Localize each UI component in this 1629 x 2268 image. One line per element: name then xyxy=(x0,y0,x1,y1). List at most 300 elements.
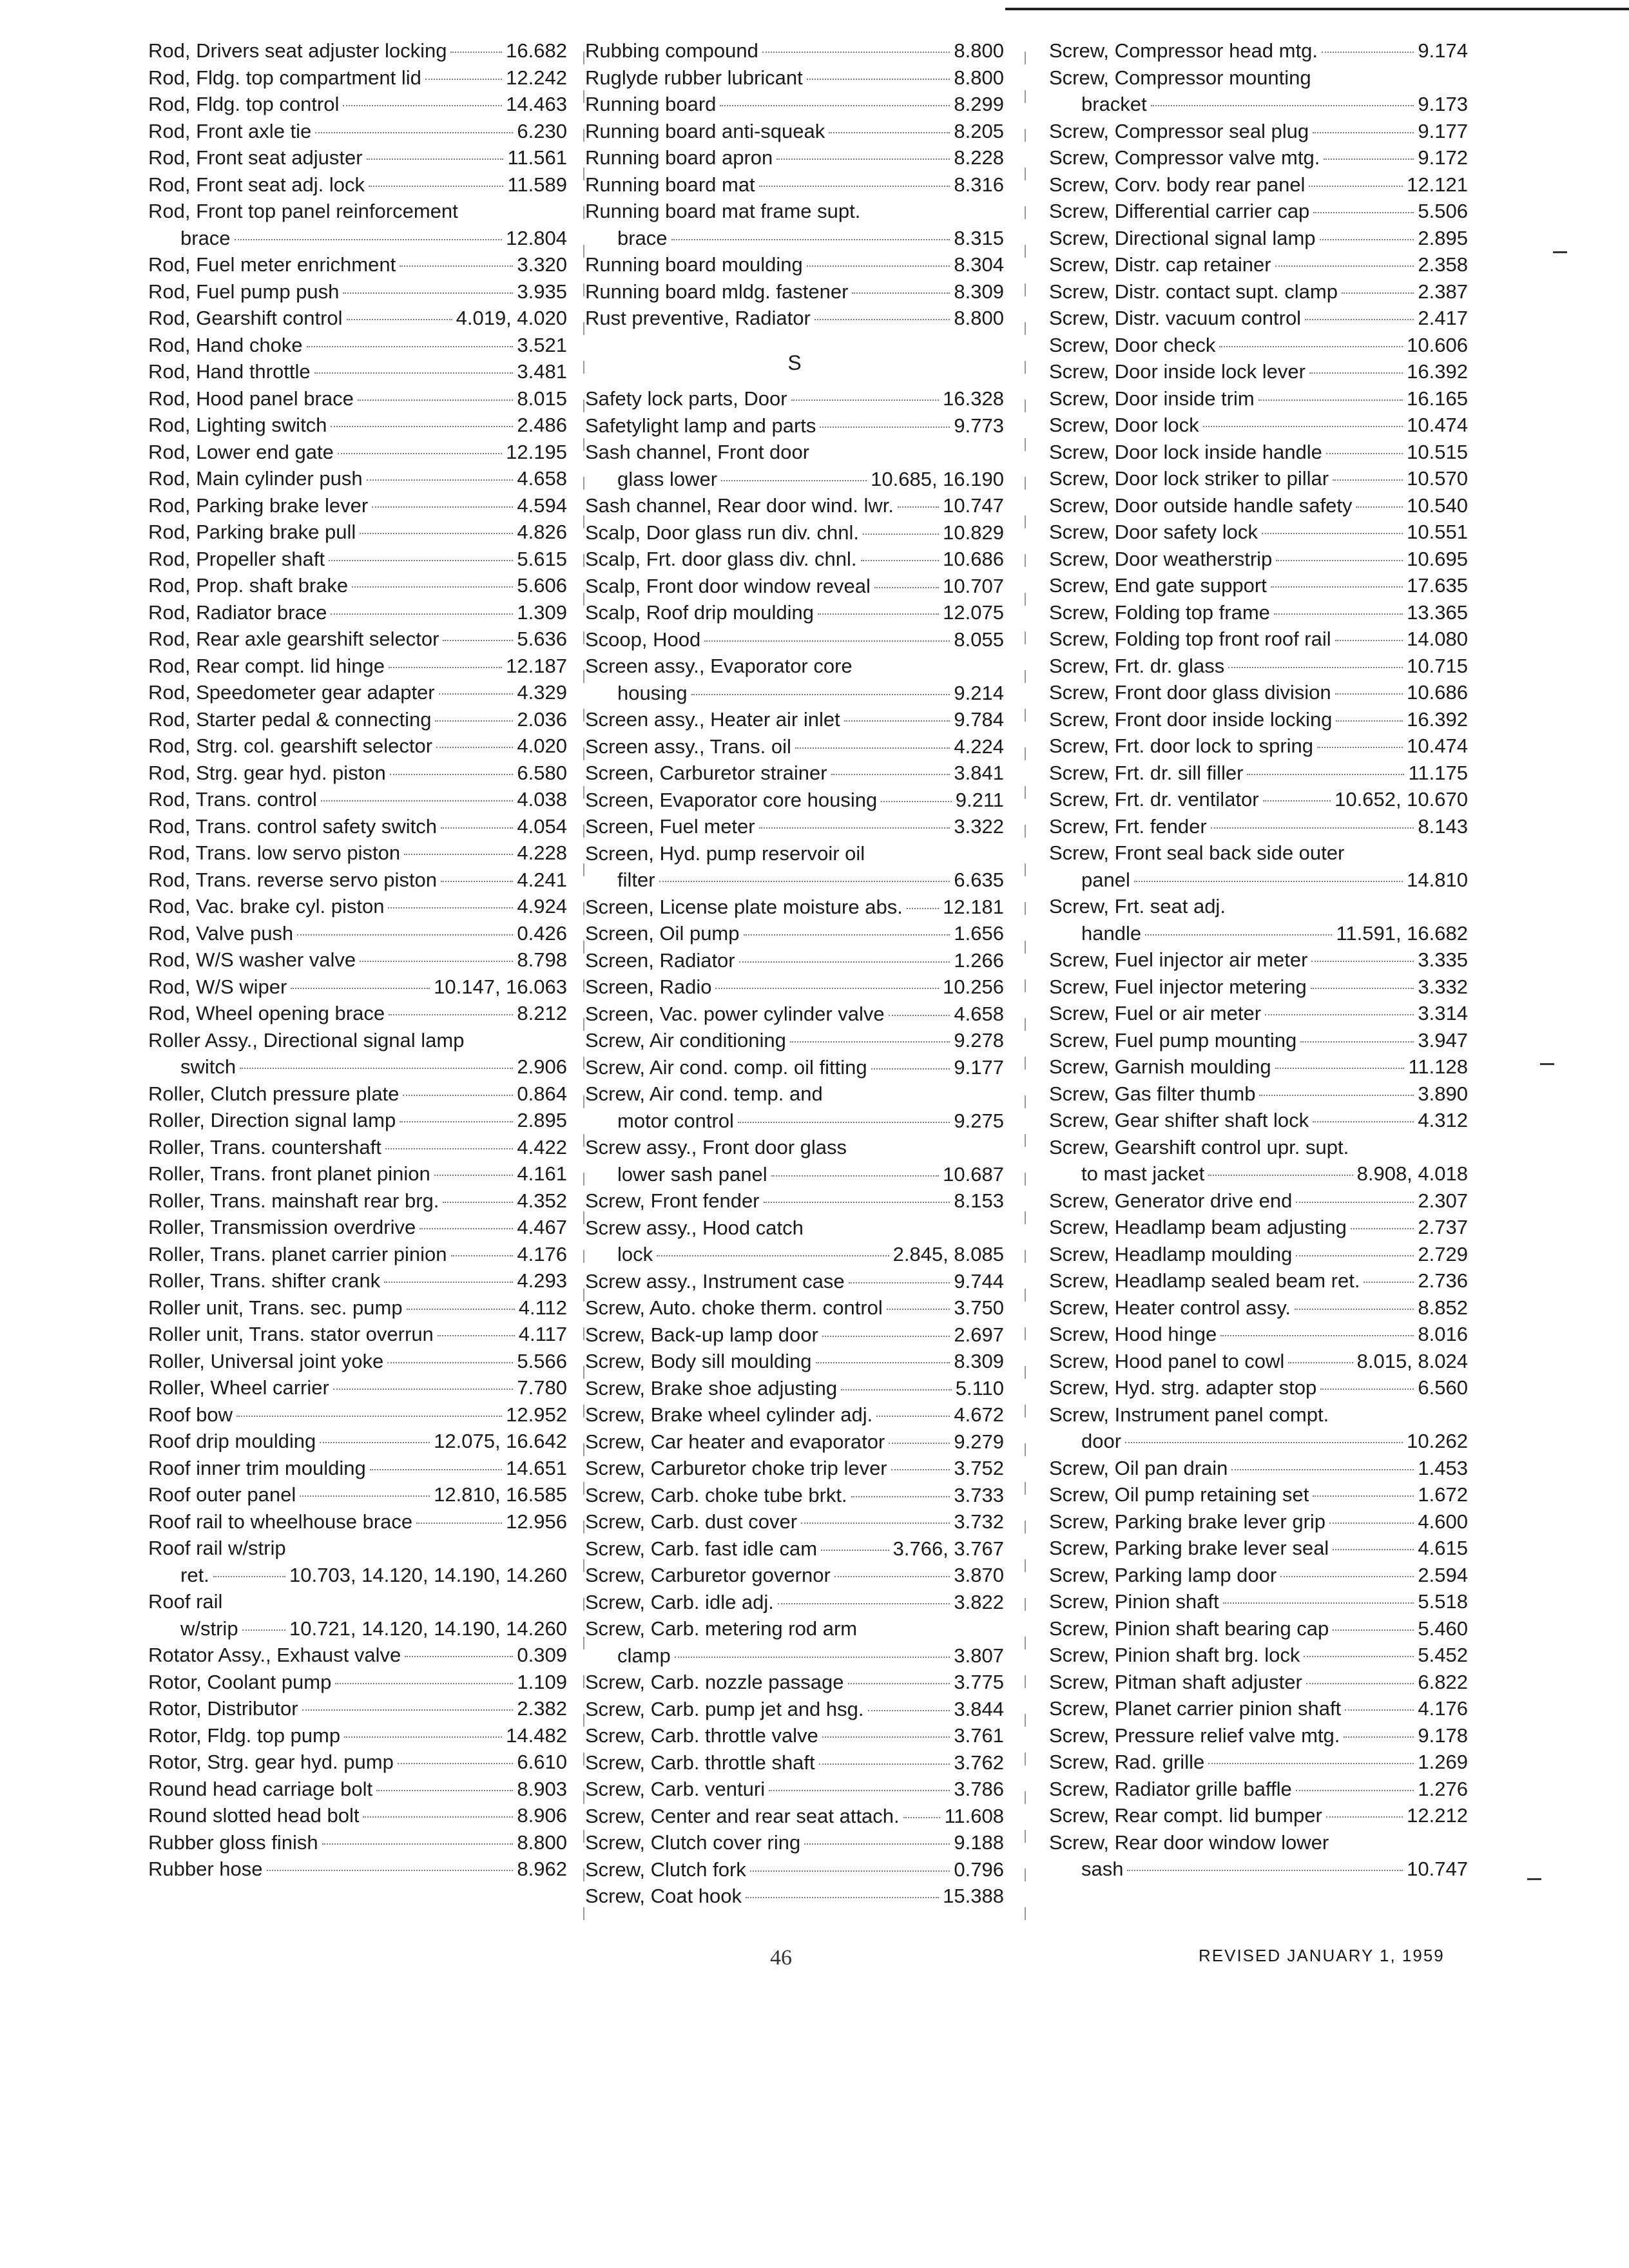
entry-name: Rod, Valve push xyxy=(148,921,294,945)
index-entry xyxy=(148,867,567,894)
entry-reference-number: 9.188 xyxy=(954,1831,1004,1854)
index-entry xyxy=(148,1455,567,1482)
dot-leader xyxy=(352,586,513,588)
entry-reference-number: 3.935 xyxy=(517,280,567,303)
index-entry xyxy=(148,1321,567,1348)
entry-reference-number: 12.195 xyxy=(506,440,567,463)
index-entry xyxy=(148,412,567,439)
dot-leader xyxy=(1258,399,1403,401)
dot-leader xyxy=(863,533,939,535)
dot-leader xyxy=(818,613,939,615)
entry-name: Running board apron xyxy=(585,146,773,169)
dot-leader xyxy=(331,613,513,615)
entry-name: Roller Assy., Directional signal lamp xyxy=(148,1028,465,1052)
index-entry xyxy=(148,1776,567,1803)
dot-leader xyxy=(403,1095,513,1096)
entry-reference-number: 3.332 xyxy=(1418,975,1468,998)
dot-leader xyxy=(343,105,502,106)
dot-leader xyxy=(903,1817,941,1818)
index-entry xyxy=(1049,1107,1468,1134)
index-entry xyxy=(148,947,567,974)
entry-continuation xyxy=(148,1562,567,1589)
entry-reference-number: 2.036 xyxy=(517,707,567,731)
dot-leader xyxy=(746,1897,939,1898)
entry-reference-number: 10.474 xyxy=(1407,414,1468,436)
entry-name: Screw, Frt. door lock to spring xyxy=(1049,735,1314,757)
entry-name: Screw, Compressor head mtg. xyxy=(1049,39,1318,62)
index-entry xyxy=(148,840,567,867)
entry-reference-number: 13.365 xyxy=(1407,601,1468,624)
dot-leader xyxy=(1275,265,1414,267)
entry-reference-number: 8.852 xyxy=(1418,1296,1468,1319)
dot-leader xyxy=(1288,1362,1353,1363)
entry-name: Screw, Carb. dust cover xyxy=(585,1510,798,1533)
dot-leader xyxy=(404,854,513,855)
entry-reference-number: 4.176 xyxy=(517,1242,567,1265)
entry-reference-number: 4.600 xyxy=(1418,1510,1468,1533)
index-entry xyxy=(1049,653,1468,680)
dot-leader xyxy=(1326,453,1403,454)
index-entry xyxy=(148,1027,567,1081)
dot-leader xyxy=(1336,720,1403,722)
entry-reference-number: 10.686 xyxy=(1407,681,1468,704)
entry-reference-number: 10.147, 16.063 xyxy=(434,975,567,998)
index-entry xyxy=(585,1696,1004,1723)
entry-name: Screw, Carb. throttle valve xyxy=(585,1724,818,1747)
entry-name: Roof rail to wheelhouse brace xyxy=(148,1510,413,1533)
index-column-2 xyxy=(585,37,1004,1910)
entry-reference-number: 8.015 xyxy=(517,387,567,410)
entry-name: Rod, Front top panel reinforcement xyxy=(148,200,458,222)
index-entry xyxy=(585,626,1004,653)
entry-reference-number: 10.686 xyxy=(943,548,1004,570)
entry-name: Rust preventive, Radiator xyxy=(585,307,811,329)
dot-leader xyxy=(1265,1014,1414,1015)
entry-continuation xyxy=(1049,1856,1468,1883)
entry-reference-number: 12.187 xyxy=(506,654,567,677)
entry-continuation xyxy=(585,1241,1004,1268)
entry-reference-number: 12.121 xyxy=(1407,173,1468,196)
index-entry xyxy=(148,1588,567,1642)
entry-name: Screw, Fuel pump mounting xyxy=(1049,1028,1297,1052)
entry-name: Roller, Trans. planet carrier pinion xyxy=(148,1242,447,1265)
dot-leader xyxy=(1320,1389,1414,1390)
dot-leader xyxy=(419,1228,513,1229)
entry-name: Roller unit, Trans. stator overrun xyxy=(148,1323,434,1345)
entry-continuation xyxy=(148,225,567,252)
dot-leader xyxy=(871,1068,950,1070)
index-entry xyxy=(585,1589,1004,1616)
index-entry xyxy=(1049,760,1468,787)
dot-leader xyxy=(691,694,950,695)
entry-name: Screen, Evaporator core housing xyxy=(585,788,878,811)
dot-leader xyxy=(759,186,950,187)
index-entry xyxy=(1049,251,1468,278)
entry-reference-number: 10.703, 14.120, 14.190, 14.260 xyxy=(289,1563,567,1586)
dot-leader xyxy=(367,479,514,481)
entry-reference-number: 14.810 xyxy=(1407,868,1468,891)
dot-leader xyxy=(822,1336,950,1337)
entry-name: Screw, Compressor mounting xyxy=(1049,66,1311,89)
index-entry xyxy=(1049,412,1468,439)
dot-leader xyxy=(321,800,514,802)
entry-name: Screw, Corv. body rear panel xyxy=(1049,173,1306,196)
index-entry xyxy=(585,1776,1004,1803)
index-entry xyxy=(148,1695,567,1722)
entry-reference-number: 4.241 xyxy=(517,868,567,891)
dot-leader xyxy=(1326,1816,1403,1818)
index-entry xyxy=(148,198,567,251)
entry-name: Screw, Pinion shaft xyxy=(1049,1590,1219,1613)
margin-tick xyxy=(1553,251,1567,253)
entry-name-continued: brace xyxy=(617,226,668,249)
entry-name: Screw, Door safety lock xyxy=(1049,521,1258,543)
index-entry xyxy=(585,64,1004,91)
index-entry xyxy=(1049,492,1468,519)
dot-leader xyxy=(320,1442,430,1443)
dot-leader xyxy=(739,961,950,963)
entry-name: Screw, Frt. seat adj. xyxy=(1049,895,1226,918)
entry-name: Screw, Frt. fender xyxy=(1049,814,1207,838)
entry-continuation xyxy=(585,680,1004,707)
index-entry xyxy=(148,1428,567,1455)
entry-name: Rod, Parking brake pull xyxy=(148,521,356,543)
entry-reference-number: 9.177 xyxy=(954,1055,1004,1079)
top-rule xyxy=(1005,8,1629,10)
entry-name: Screw, Headlamp beam adjusting xyxy=(1049,1216,1347,1238)
index-entry xyxy=(148,305,567,332)
entry-continuation xyxy=(585,466,1004,493)
dot-leader xyxy=(1320,239,1414,240)
entry-name: Screw, Headlamp sealed beam ret. xyxy=(1049,1269,1360,1292)
entry-reference-number: 4.329 xyxy=(517,681,567,704)
entry-reference-number: 15.388 xyxy=(943,1885,1004,1907)
entry-name: Safety lock parts, Door xyxy=(585,387,787,410)
entry-reference-number: 10.747 xyxy=(943,494,1004,517)
index-entry xyxy=(585,1187,1004,1215)
index-entry xyxy=(585,1294,1004,1321)
entry-reference-number: 8.800 xyxy=(517,1831,567,1854)
dot-leader xyxy=(1134,881,1403,882)
dot-leader xyxy=(819,1763,950,1765)
index-entry xyxy=(148,1374,567,1401)
dot-leader xyxy=(329,560,513,561)
dot-leader xyxy=(1145,934,1332,936)
dot-leader xyxy=(907,908,939,909)
entry-reference-number: 4.228 xyxy=(517,841,567,864)
entry-name: Screen assy., Evaporator core xyxy=(585,655,853,677)
index-entry xyxy=(585,412,1004,439)
dot-leader xyxy=(388,907,513,908)
entry-name: Screw, Body sill moulding xyxy=(585,1350,812,1372)
entry-name: Rotor, Strg. gear hyd. pump xyxy=(148,1751,394,1773)
entry-name: Rod, Strg. col. gearshift selector xyxy=(148,735,433,757)
index-entry xyxy=(148,679,567,706)
entry-reference-number: 10.721, 14.120, 14.190, 14.260 xyxy=(289,1617,567,1640)
entry-reference-number: 4.224 xyxy=(954,735,1004,758)
entry-name: Screen, Oil pump xyxy=(585,922,740,945)
entry-name: Rod, Trans. low servo piston xyxy=(148,841,401,864)
dot-leader xyxy=(1296,1255,1414,1256)
entry-name-continued: ret. xyxy=(180,1563,209,1586)
entry-reference-number: 10.685, 16.190 xyxy=(871,467,1004,490)
entry-reference-number: 0.796 xyxy=(954,1858,1004,1881)
entry-name: Screw, Front door inside locking xyxy=(1049,707,1333,731)
dot-leader xyxy=(776,159,950,160)
entry-reference-number: 2.387 xyxy=(1418,280,1468,303)
entry-reference-number: 11.589 xyxy=(507,173,567,196)
dot-leader xyxy=(385,1148,514,1149)
entry-name: Rod, Prop. shaft brake xyxy=(148,574,349,597)
entry-name: Screen assy., Heater air inlet xyxy=(585,708,840,731)
dot-leader xyxy=(675,1657,950,1658)
dot-leader xyxy=(343,293,513,294)
entry-reference-number: 16.165 xyxy=(1407,387,1468,410)
entry-reference-number: 5.506 xyxy=(1418,200,1468,222)
index-entry xyxy=(1049,572,1468,599)
entry-reference-number: 4.594 xyxy=(517,494,567,517)
entry-reference-number: 7.780 xyxy=(517,1376,567,1399)
entry-reference-number: 4.161 xyxy=(517,1162,567,1185)
entry-reference-number: 6.230 xyxy=(517,119,567,142)
entry-reference-number: 16.392 xyxy=(1407,360,1468,383)
entry-name: Rod, Parking brake lever xyxy=(148,494,369,517)
entry-reference-number: 10.707 xyxy=(943,574,1004,597)
entry-reference-number: 3.481 xyxy=(517,360,567,383)
index-column-1 xyxy=(148,37,567,1883)
entry-continuation xyxy=(585,867,1004,894)
column-divider-1 xyxy=(583,52,584,1920)
dot-leader xyxy=(363,1816,513,1818)
index-entry xyxy=(148,1160,567,1187)
entry-reference-number: 5.110 xyxy=(955,1376,1004,1399)
index-entry xyxy=(585,198,1004,251)
entry-reference-number: 3.844 xyxy=(954,1697,1004,1720)
dot-leader xyxy=(852,293,950,294)
entry-name: Rotor, Fldg. top pump xyxy=(148,1724,341,1747)
dot-leader xyxy=(372,506,513,508)
entry-reference-number: 10.715 xyxy=(1407,654,1468,677)
index-entry xyxy=(585,760,1004,787)
entry-reference-number: 6.580 xyxy=(517,761,567,784)
entry-name: Screw assy., Hood catch xyxy=(585,1216,804,1239)
entry-name: Rod, Front seat adj. lock xyxy=(148,173,365,196)
entry-reference-number: 2.697 xyxy=(954,1323,1004,1346)
entry-reference-number: 2.486 xyxy=(517,414,567,436)
entry-name: Screw, Carburetor governor xyxy=(585,1564,831,1586)
dot-leader xyxy=(807,79,950,80)
dot-leader xyxy=(851,1496,950,1497)
entry-reference-number: 10.474 xyxy=(1407,735,1468,757)
entry-name-continued: lower sash panel xyxy=(617,1162,767,1186)
entry-continuation xyxy=(1049,867,1468,894)
dot-leader xyxy=(1296,1202,1414,1203)
entry-name: Round head carriage bolt xyxy=(148,1777,373,1800)
entry-reference-number: 8.016 xyxy=(1418,1323,1468,1345)
entry-reference-number: 3.841 xyxy=(954,762,1004,784)
entry-name: Sash channel, Rear door wind. lwr. xyxy=(585,494,894,517)
entry-reference-number: 3.766, 3.767 xyxy=(892,1537,1004,1560)
index-entry xyxy=(1049,1053,1468,1081)
index-entry xyxy=(585,492,1004,519)
dot-leader xyxy=(436,747,513,748)
index-entry xyxy=(148,706,567,733)
index-entry xyxy=(585,1348,1004,1375)
index-entry xyxy=(1049,64,1468,118)
entry-reference-number: 3.733 xyxy=(954,1483,1004,1506)
entry-reference-number: 8.315 xyxy=(954,226,1004,249)
index-entry xyxy=(148,91,567,118)
dot-leader xyxy=(1322,52,1414,53)
entry-name: Rubber gloss finish xyxy=(148,1831,318,1854)
dot-leader xyxy=(1324,159,1414,160)
entry-name: Screw, Gearshift control upr. supt. xyxy=(1049,1135,1349,1158)
dot-leader xyxy=(387,1362,513,1363)
index-entry xyxy=(1049,840,1468,893)
entry-name: Screw, Air conditioning xyxy=(585,1029,786,1052)
index-entry xyxy=(1049,1642,1468,1669)
dot-leader xyxy=(876,1416,950,1417)
entry-name: Screw, Clutch fork xyxy=(585,1858,746,1881)
entry-reference-number: 9.173 xyxy=(1418,93,1468,115)
dot-leader xyxy=(291,988,430,989)
index-entry xyxy=(1049,1267,1468,1294)
entry-name: Rod, W/S wiper xyxy=(148,975,287,998)
index-entry xyxy=(148,64,567,91)
entry-name: Screw, Back-up lamp door xyxy=(585,1323,818,1346)
index-entry xyxy=(1049,1134,1468,1187)
dot-leader xyxy=(1127,1870,1403,1871)
entry-reference-number: 10.829 xyxy=(943,521,1004,544)
dot-leader xyxy=(1309,372,1403,374)
index-entry xyxy=(148,1802,567,1829)
dot-leader xyxy=(721,480,867,481)
entry-name-continued: motor control xyxy=(617,1109,734,1132)
entry-reference-number: 1.672 xyxy=(1418,1483,1468,1506)
dot-leader xyxy=(750,1870,950,1872)
index-entry xyxy=(1049,1348,1468,1375)
index-entry xyxy=(148,1481,567,1508)
entry-reference-number: 6.610 xyxy=(517,1751,567,1773)
index-entry xyxy=(585,278,1004,305)
index-entry xyxy=(1049,813,1468,840)
index-entry xyxy=(148,492,567,519)
entry-reference-number: 4.352 xyxy=(517,1189,567,1212)
dot-leader xyxy=(1300,1041,1414,1043)
dot-leader xyxy=(1313,1121,1414,1122)
entry-name: Rod, Hood panel brace xyxy=(148,387,354,410)
index-entry xyxy=(585,573,1004,600)
dot-leader xyxy=(347,319,452,320)
dot-leader xyxy=(844,720,950,722)
entry-reference-number: 8.800 xyxy=(954,307,1004,329)
index-entry xyxy=(585,171,1004,198)
index-entry xyxy=(585,118,1004,145)
entry-name: Screen, Fuel meter xyxy=(585,815,755,838)
index-entry xyxy=(585,706,1004,733)
entry-reference-number: 9.211 xyxy=(955,788,1004,811)
entry-name: Rod, Lighting switch xyxy=(148,414,327,436)
index-entry xyxy=(148,385,567,412)
entry-name: Screw, Rad. grille xyxy=(1049,1751,1205,1773)
index-column-3 xyxy=(1049,37,1468,1883)
dot-leader xyxy=(801,1523,950,1524)
index-entry xyxy=(585,840,1004,894)
entry-name-continued: glass lower xyxy=(617,467,718,490)
dot-leader xyxy=(822,1736,950,1738)
entry-name: Rotor, Distributor xyxy=(148,1697,298,1720)
entry-name: Rod, Wheel opening brace xyxy=(148,1002,385,1024)
entry-reference-number: 4.422 xyxy=(517,1135,567,1158)
entry-name: Screw, Door inside lock lever xyxy=(1049,360,1306,383)
entry-continuation xyxy=(585,1642,1004,1669)
index-entry xyxy=(148,1294,567,1321)
entry-name: Roller, Universal joint yoke xyxy=(148,1349,384,1372)
entry-reference-number: 1.453 xyxy=(1418,1456,1468,1479)
index-entry xyxy=(148,118,567,145)
entry-reference-number: 8.800 xyxy=(954,39,1004,62)
entry-name: Rod, Speedometer gear adapter xyxy=(148,681,435,704)
entry-name: Screw, Brake wheel cylinder adj. xyxy=(585,1403,873,1426)
dot-leader xyxy=(1345,1709,1414,1711)
dot-leader xyxy=(769,1790,950,1791)
dot-leader xyxy=(1305,319,1414,320)
entry-name: Screw, Pinion shaft bearing cap xyxy=(1049,1617,1329,1640)
index-entry xyxy=(148,1267,567,1294)
dot-leader xyxy=(1247,774,1404,775)
index-entry xyxy=(1049,893,1468,947)
entry-reference-number: 12.956 xyxy=(506,1510,567,1533)
entry-name: Screw, Front door glass division xyxy=(1049,681,1331,704)
index-entry xyxy=(1049,974,1468,1001)
index-entry xyxy=(585,1455,1004,1482)
index-entry xyxy=(148,626,567,653)
index-entry xyxy=(1049,1829,1468,1883)
entry-reference-number: 5.452 xyxy=(1418,1644,1468,1666)
entry-reference-number: 8.903 xyxy=(517,1777,567,1800)
entry-name-continued: brace xyxy=(180,226,231,249)
entry-name: Screw, Folding top front roof rail xyxy=(1049,628,1331,650)
entry-name: Screw, Auto. choke therm. control xyxy=(585,1296,883,1319)
entry-name: Screw, Oil pan drain xyxy=(1049,1456,1228,1479)
index-entry xyxy=(1049,1749,1468,1776)
entry-name: Screw, Pinion shaft brg. lock xyxy=(1049,1644,1300,1666)
entry-reference-number: 5.606 xyxy=(517,574,567,597)
index-entry xyxy=(585,974,1004,1001)
dot-leader xyxy=(358,399,514,401)
dot-leader xyxy=(451,1255,514,1256)
entry-reference-number: 5.518 xyxy=(1418,1590,1468,1613)
index-entry xyxy=(1049,225,1468,252)
entry-reference-number: 12.212 xyxy=(1407,1804,1468,1827)
entry-reference-number: 4.658 xyxy=(517,467,567,490)
dot-leader xyxy=(439,693,514,695)
entry-reference-number: 0.309 xyxy=(517,1644,567,1666)
dot-leader xyxy=(389,667,502,668)
entry-name: Screw, Radiator grille baffle xyxy=(1049,1777,1292,1800)
index-entry xyxy=(1049,546,1468,573)
index-entry xyxy=(1049,305,1468,332)
index-entry xyxy=(148,37,567,64)
index-entry xyxy=(1049,519,1468,546)
entry-name: Screw, Garnish moulding xyxy=(1049,1055,1271,1078)
dot-leader xyxy=(369,186,503,187)
index-entry xyxy=(1049,1294,1468,1321)
index-entry xyxy=(148,251,567,278)
entry-reference-number: 4.658 xyxy=(954,1002,1004,1025)
entry-reference-number: 4.019, 4.020 xyxy=(456,307,567,329)
entry-name: Screw, Door lock xyxy=(1049,414,1199,436)
